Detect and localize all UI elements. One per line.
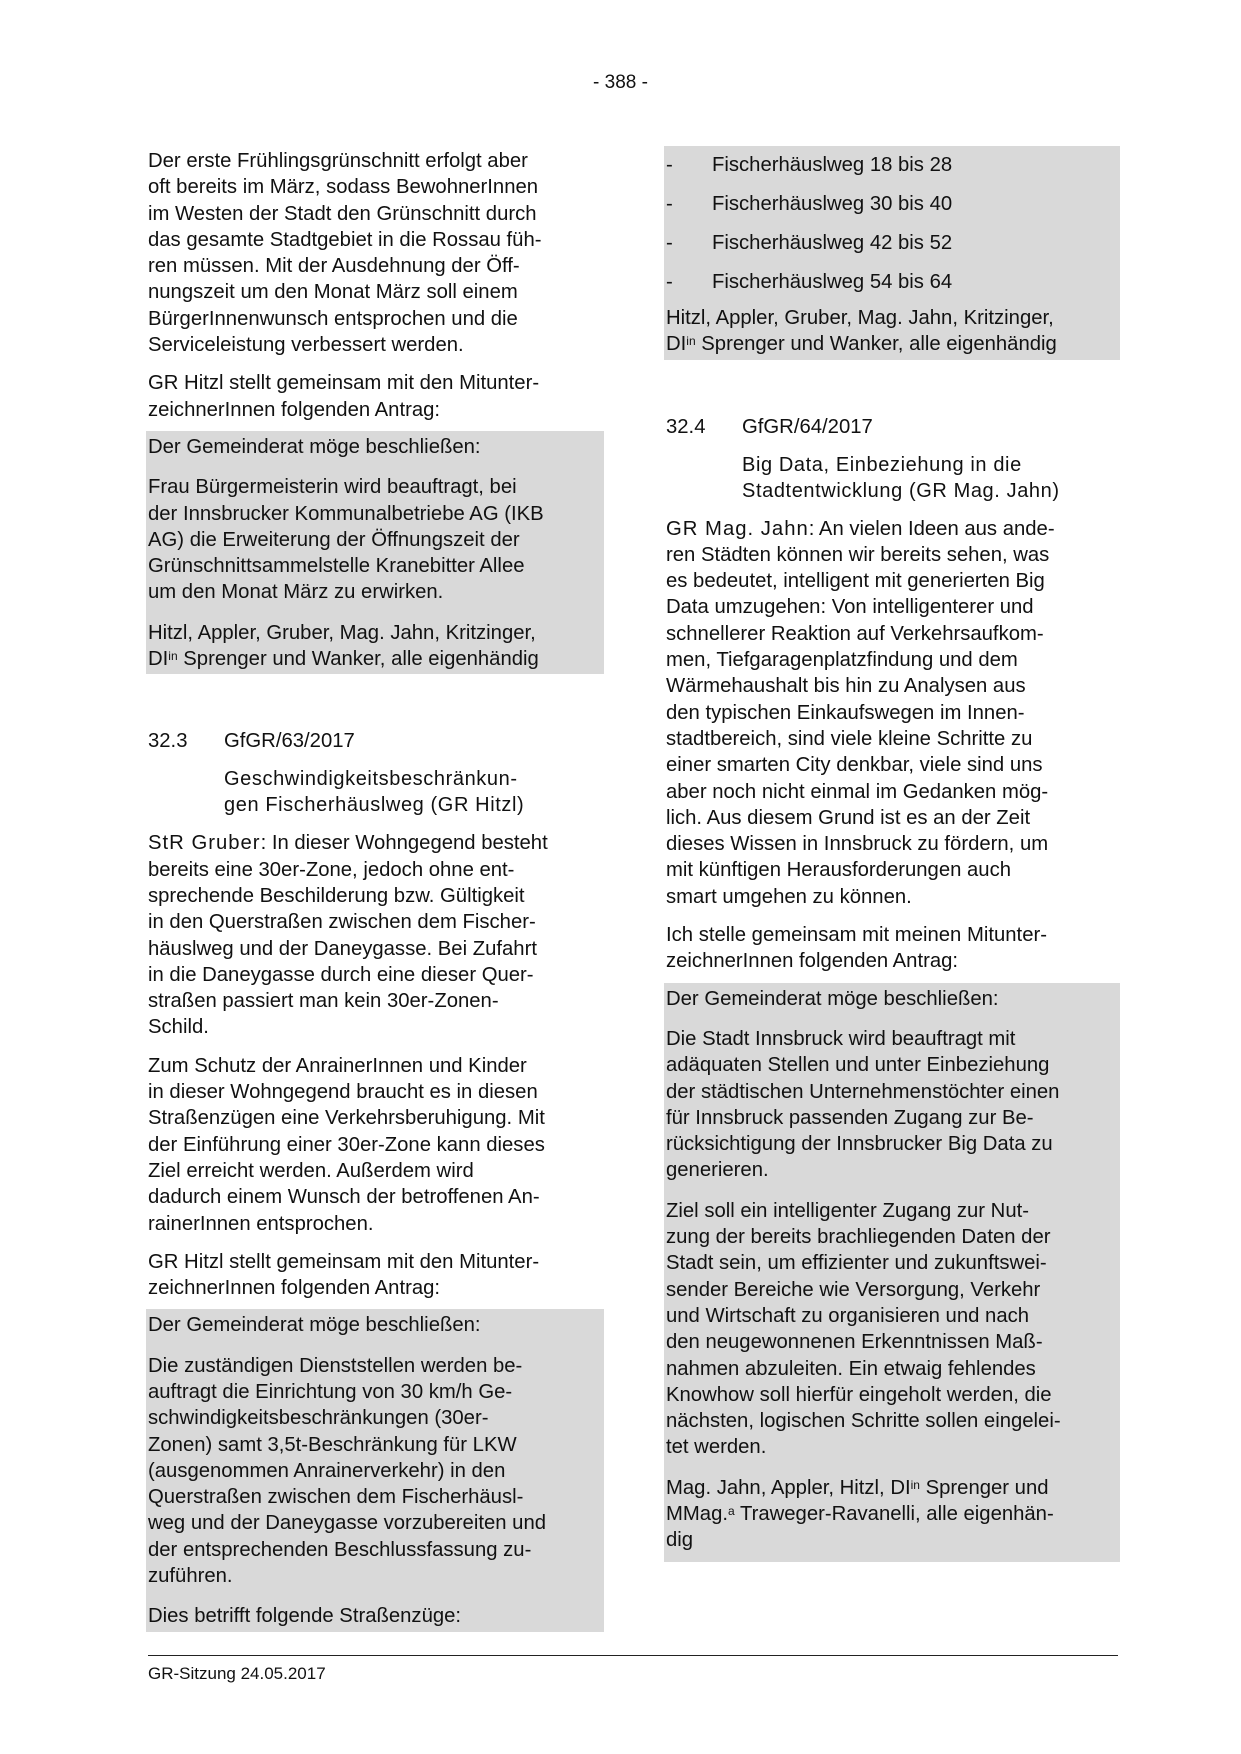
right-column xyxy=(666,146,1118,1562)
motion-text: Die zuständigen Dienststellen werden be- auftragt die Einrichtung von 30 km/h Ge- schwindigkeitsbeschränkungen (30er- Zonen) samt 3,5t-Beschränkung für LKW (ausgenommen Anrainerverkehr) in den Querstraßen zwischen dem Fischerhäusl- weg und der Daneygasse vorzubereiten und der entsprechenden Beschlussfassung zu- zuführen. xyxy=(148,1354,546,1588)
motion-heading: Der Gemeinderat möge beschließen: xyxy=(148,1314,481,1337)
motion-intro: GR Hitzl stellt gemeinsam mit den Mitunter- zeichnerInnen folgenden Antrag: xyxy=(148,372,540,421)
section-number: 32.4 xyxy=(666,415,706,438)
motion-text: Ziel soll ein intelligenter Zugang zur Nut- zung der bereits brachliegenden Daten der Stadt sein, um effizienter und zukunftswei- sender Bereiche wie Versorgung, Verkehr und Wirtschaft zu organisieren und nach den neugewonnenen Erkenntnissen Maß- nahmen abzuleiten. Ein etwaig fehlendes Knowhow soll hierfür eingeholt werden, die nächsten, logischen Schritte sollen eingelei- tet werden. xyxy=(666,1199,1061,1459)
list-item: - Fischerhäuslweg 30 bis 40 xyxy=(666,193,953,215)
section-number: 32.3 xyxy=(148,730,188,753)
motion-intro: Ich stelle gemeinsam mit meinen Mitunter- zeichnerInnen folgenden Antrag: xyxy=(666,924,1047,973)
motion-box xyxy=(664,983,1120,1562)
motion-box xyxy=(146,431,604,674)
streets-intro: Dies betrifft folgende Straßenzüge: xyxy=(148,1605,462,1628)
page-number: - 388 - xyxy=(593,72,648,93)
list-item: - Fischerhäuslweg 42 bis 52 xyxy=(666,232,953,254)
motion-box xyxy=(146,1309,604,1631)
motion-signers: Hitzl, Appler, Gruber, Mag. Jahn, Kritzinger, $DI^{in}$ Sprenger und Wanker, alle eigenhändig xyxy=(148,621,539,671)
section-heading xyxy=(148,728,602,754)
speech-paragraph: StR Gruber: In dieser Wohngegend besteht bereits eine 30er-Zone, jedoch ohne ent- sprechende Beschilderung bzw. Gültigkeit in den Querstraßen zwischen dem Fischer- häuslweg und der Daneygasse. Bei Zufahrt in die Daneygasse durch eine dieser Quer- straßen passiert man kein 30er-Zonen- Schild. xyxy=(148,832,548,1039)
motion-signers: Hitzl, Appler, Gruber, Mag. Jahn, Kritzinger, $DI^{in}$ Sprenger und Wanker, alle eigenhändig xyxy=(666,307,1057,356)
motion-signers: Mag. Jahn, Appler, Hitzl, $DI^{in}$ Sprenger und MMag.$^a$ Traweger-Ravanelli, alle eigenhän- dig xyxy=(666,1476,1054,1552)
section-subject: Big Data, Einbeziehung in die Stadtentwicklung (GR Mag. Jahn) xyxy=(742,453,1060,502)
intro-paragraph: Der erste Frühlingsgrünschnitt erfolgt aber oft bereits im März, sodass BewohnerInnen im Westen der Stadt den Grünschnitt durch das gesamte Stadtgebiet in die Rossau füh- ren müssen. Mit der Ausdehnung der Öff- nungszeit um den Monat März soll einem BürgerInnenwunsch entsprochen und die Serviceleistung verbessert werden. xyxy=(148,150,542,357)
speech-paragraph: GR Mag. Jahn: An vielen Ideen aus ande- ren Städten können wir bereits sehen, was es bedeutet, intelligent mit generierten Big Data umzugehen: Von intelligenterer und schnellerer Reaktion auf Verkehrsaufkom- men, Tiefgaragenplatzfindung und dem Wärmehaushalt bis hin zu Analysen aus den typischen Einkaufswegen im Innen- stadtbereich, sind viele kleine Schritte zu einer smarten City denkbar, viele sind uns aber noch nicht einmal im Gedanken mög- lich. Aus diesem Grund ist es an der Zeit dieses Wissen in Innsbruck zu fördern, um mit künftigen Herausforderungen auch smart umgehen zu können. xyxy=(666,517,1055,908)
speaker-name: StR Gruber xyxy=(148,832,261,855)
footer-text: GR-Sitzung 24.05.2017 xyxy=(148,1664,326,1683)
motion-text: Die Stadt Innsbruck wird beauftragt mit adäquaten Stellen und unter Einbeziehung der städtischen Unternehmenstöchter einen für Innsbruck passenden Zugang zur Be- rücksichtigung der Innsbrucker Big Data zu generieren. xyxy=(666,1027,1060,1182)
section-reference: GfGR/64/2017 xyxy=(742,415,873,438)
motion-text: Frau Bürgermeisterin wird beauftragt, bei der Innsbrucker Kommunalbetriebe AG (IKB AG) die Erweiterung der Öffnungszeit der Grünschnittsammelstelle Kranebitter Allee um den Monat März zu erwirken. xyxy=(148,476,544,604)
list-item: - Fischerhäuslweg 18 bis 28 xyxy=(666,154,953,176)
left-column xyxy=(148,148,602,1632)
footer-divider xyxy=(148,1655,1118,1656)
speaker-name: GR Mag. Jahn xyxy=(666,517,809,540)
streets-box xyxy=(664,146,1120,360)
section-heading xyxy=(666,414,1118,440)
section-reference: GfGR/63/2017 xyxy=(224,730,355,753)
motion-heading: Der Gemeinderat möge beschließen: xyxy=(666,987,999,1010)
motion-heading: Der Gemeinderat möge beschließen: xyxy=(148,435,481,458)
motion-intro: GR Hitzl stellt gemeinsam mit den Mitunter- zeichnerInnen folgenden Antrag: xyxy=(148,1250,540,1300)
section-subject: Geschwindigkeitsbeschränkun- gen Fischerhäuslweg (GR Hitzl) xyxy=(224,768,525,817)
paragraph: Zum Schutz der AnrainerInnen und Kinder in dieser Wohngegend braucht es in diesen Straßenzügen eine Verkehrsberuhigung. Mit der Einführung einer 30er-Zone kann dieses Ziel erreicht werden. Außerdem wird dadurch einem Wunsch der betroffenen An- rainerInnen entsprochen. xyxy=(148,1054,545,1235)
list-item: - Fischerhäuslweg 54 bis 64 xyxy=(666,271,953,293)
